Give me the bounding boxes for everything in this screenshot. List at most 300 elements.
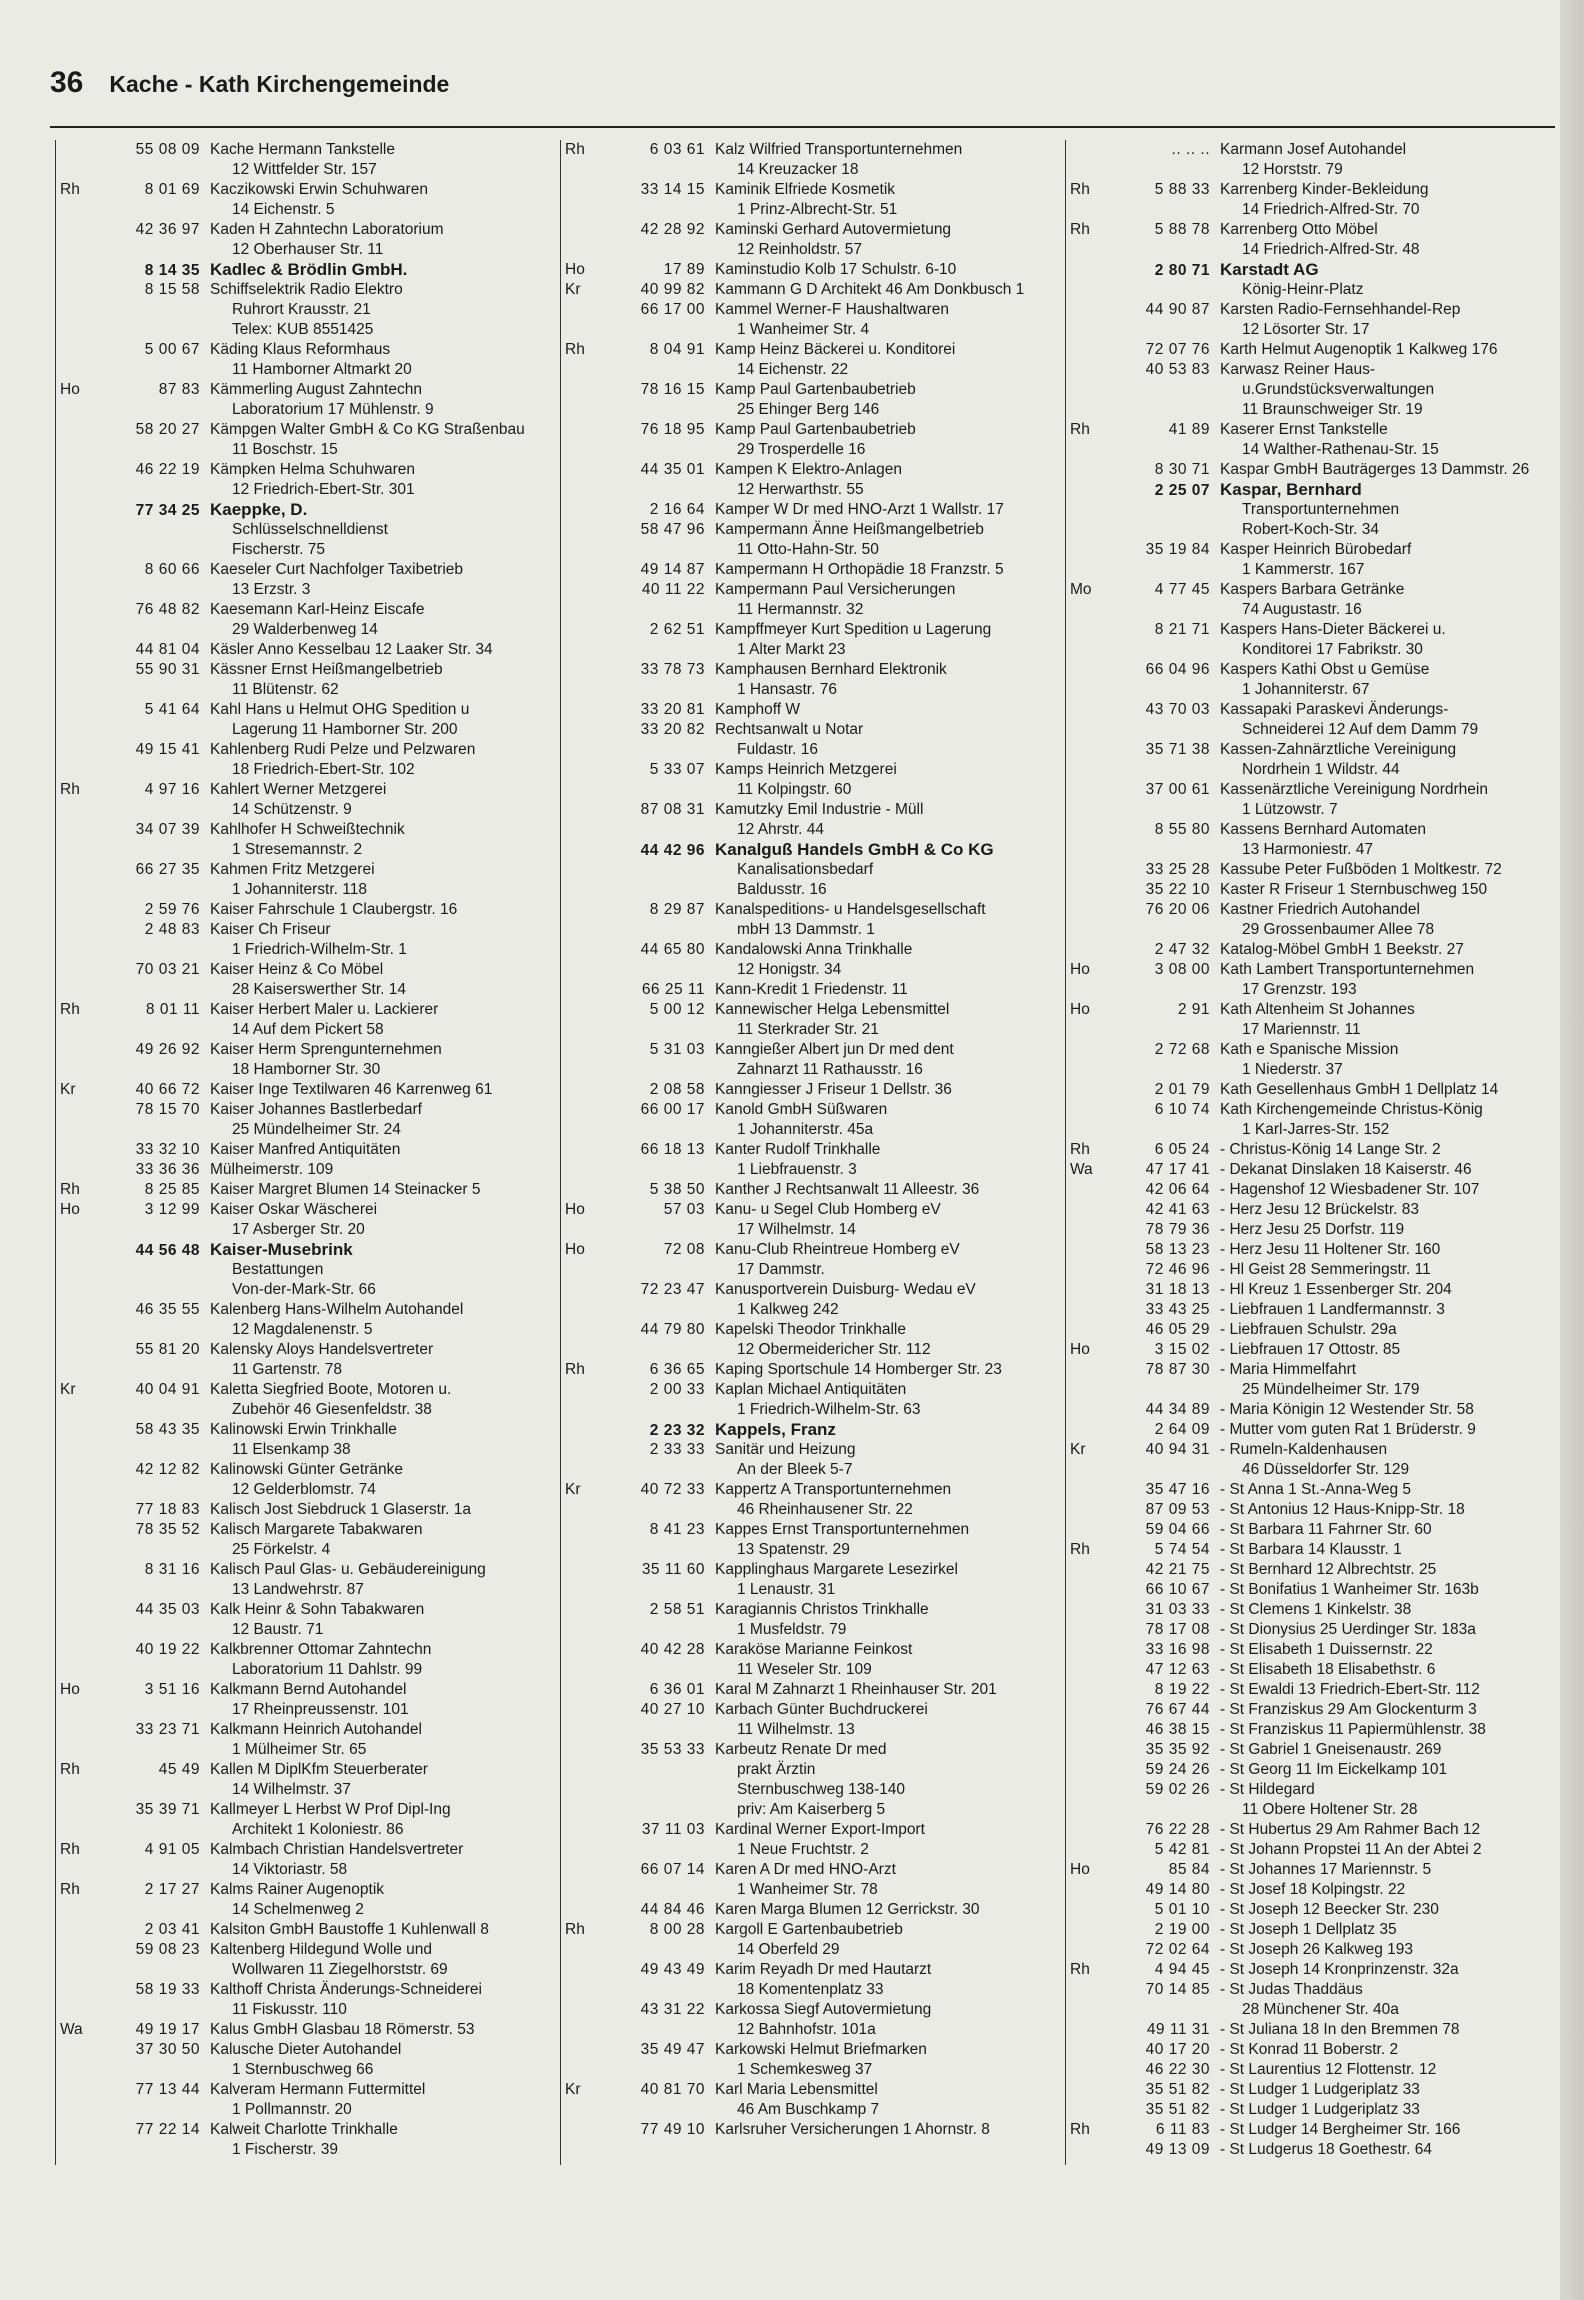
phone-number: 35 71 38 bbox=[1145, 741, 1210, 758]
listing-continuation bbox=[561, 1760, 1061, 1780]
listing-continuation bbox=[561, 1980, 1061, 2000]
listing-name: Kaiser Ch Friseur bbox=[210, 921, 331, 938]
listing-address: 11 Hermannstr. 32 bbox=[737, 601, 864, 618]
listing-continuation bbox=[561, 1800, 1061, 1820]
listing-continuation bbox=[561, 1120, 1061, 1140]
listing-address: 14 Friedrich-Alfred-Str. 48 bbox=[1242, 241, 1420, 258]
listing-entry bbox=[561, 760, 1061, 780]
listing-continuation bbox=[561, 1780, 1061, 1800]
phone-number: 8 41 23 bbox=[649, 1521, 705, 1538]
listing-name: Käding Klaus Reformhaus bbox=[210, 341, 391, 358]
area-code: Kr bbox=[1070, 1441, 1086, 1458]
listing-entry bbox=[56, 1240, 556, 1260]
phone-number: 40 42 28 bbox=[640, 1641, 705, 1658]
listing-entry bbox=[561, 660, 1061, 680]
phone-number: 40 81 70 bbox=[640, 2081, 705, 2098]
listing-address: 11 Blütenstr. 62 bbox=[232, 681, 339, 698]
listing-entry bbox=[56, 1180, 556, 1200]
area-code: Kr bbox=[565, 1481, 581, 1498]
phone-number: 49 14 87 bbox=[640, 561, 705, 578]
listing-entry bbox=[56, 1940, 556, 1960]
listing-entry bbox=[1066, 1360, 1561, 1380]
listing-name: Kalk Heinr & Sohn Tabakwaren bbox=[210, 1601, 425, 1618]
area-code: Ho bbox=[565, 1201, 585, 1218]
listing-entry bbox=[561, 520, 1061, 540]
phone-number: 59 04 66 bbox=[1145, 1521, 1210, 1538]
listing-name: Sanitär und Heizung bbox=[715, 1441, 856, 1458]
listing-continuation bbox=[56, 1280, 556, 1300]
phone-number: 78 17 08 bbox=[1145, 1621, 1210, 1638]
listing-entry bbox=[561, 1280, 1061, 1300]
listing-name: Kaiser-Musebrink bbox=[210, 1240, 353, 1259]
listing-name: Kaesemann Karl-Heinz Eiscafe bbox=[210, 601, 425, 618]
listing-entry bbox=[56, 1460, 556, 1480]
listing-entry bbox=[1066, 1320, 1561, 1340]
listing-entry bbox=[1066, 220, 1561, 240]
listing-entry bbox=[561, 300, 1061, 320]
listing-entry bbox=[561, 1240, 1061, 1260]
listing-name: - St Hubertus 29 Am Rahmer Bach 12 bbox=[1220, 1821, 1481, 1838]
listing-continuation bbox=[561, 1720, 1061, 1740]
listing-name: Kaiser Margret Blumen 14 Steinacker 5 bbox=[210, 1181, 481, 1198]
listing-address: 18 Friedrich-Ebert-Str. 102 bbox=[232, 761, 415, 778]
listing-entry bbox=[56, 1140, 556, 1160]
listing-name: - St Joseph 1 Dellplatz 35 bbox=[1220, 1921, 1397, 1938]
phone-number: 44 90 87 bbox=[1145, 301, 1210, 318]
phone-number: 66 10 67 bbox=[1145, 1581, 1210, 1598]
phone-number: 44 56 48 bbox=[135, 1242, 200, 1259]
phone-number: 77 18 83 bbox=[135, 1501, 200, 1518]
listing-address: 25 Ehinger Berg 146 bbox=[737, 401, 880, 418]
phone-number: 45 49 bbox=[158, 1761, 200, 1778]
listing-continuation bbox=[561, 160, 1061, 180]
area-code: Rh bbox=[60, 1761, 80, 1778]
listing-name: Kalmbach Christian Handelsvertreter bbox=[210, 1841, 464, 1858]
listing-address: Fuldastr. 16 bbox=[737, 741, 818, 758]
listing-entry bbox=[561, 560, 1061, 580]
listing-name: Karim Reyadh Dr med Hautarzt bbox=[715, 1961, 932, 1978]
phone-number: 3 15 02 bbox=[1154, 1341, 1210, 1358]
listing-entry bbox=[1066, 2020, 1561, 2040]
listing-entry bbox=[56, 220, 556, 240]
listing-continuation bbox=[56, 760, 556, 780]
listing-name: - St Ludgerus 18 Goethestr. 64 bbox=[1220, 2141, 1432, 2158]
listing-name: Kanalguß Handels GmbH & Co KG bbox=[715, 840, 994, 859]
listing-continuation bbox=[561, 1160, 1061, 1180]
area-code: Rh bbox=[1070, 221, 1090, 238]
listing-name: - St Joseph 26 Kalkweg 193 bbox=[1220, 1941, 1414, 1958]
listing-address: 12 Reinholdstr. 57 bbox=[737, 241, 862, 258]
listing-entry bbox=[561, 1200, 1061, 1220]
listing-entry bbox=[561, 380, 1061, 400]
phone-number: 40 99 82 bbox=[640, 281, 705, 298]
listing-address: 13 Spatenstr. 29 bbox=[737, 1541, 850, 1558]
listing-continuation bbox=[56, 2060, 556, 2080]
listing-entry bbox=[561, 1700, 1061, 1720]
listing-name: Kamps Heinrich Metzgerei bbox=[715, 761, 897, 778]
listing-address: 1 Karl-Jarres-Str. 152 bbox=[1242, 1121, 1390, 1138]
listing-entry bbox=[1066, 1260, 1561, 1280]
phone-number: 43 31 22 bbox=[640, 2001, 705, 2018]
phone-number: 59 02 26 bbox=[1145, 1781, 1210, 1798]
listing-address: 14 Oberfeld 29 bbox=[737, 1941, 840, 1958]
phone-number: 42 28 92 bbox=[640, 221, 705, 238]
listing-continuation bbox=[1066, 980, 1561, 1000]
phone-number: 33 78 73 bbox=[640, 661, 705, 678]
listing-address: 14 Schützenstr. 9 bbox=[232, 801, 352, 818]
listing-name: Kalus GmbH Glasbau 18 Römerstr. 53 bbox=[210, 2021, 475, 2038]
listing-entry bbox=[1066, 1900, 1561, 1920]
phone-number: 17 89 bbox=[663, 261, 705, 278]
listing-name: Kardinal Werner Export-Import bbox=[715, 1821, 925, 1838]
phone-number: 40 17 20 bbox=[1145, 2041, 1210, 2058]
listing-address: prakt Ärztin bbox=[737, 1761, 816, 1778]
listing-address: 11 Elsenkamp 38 bbox=[232, 1441, 351, 1458]
listing-entry bbox=[56, 1340, 556, 1360]
listing-name: Mülheimerstr. 109 bbox=[210, 1161, 334, 1178]
phone-number: 2 19 00 bbox=[1154, 1921, 1210, 1938]
phone-number: 76 18 95 bbox=[640, 421, 705, 438]
listing-address: 1 Hansastr. 76 bbox=[737, 681, 837, 698]
phone-number: 4 94 45 bbox=[1154, 1961, 1210, 1978]
listing-entry bbox=[56, 1720, 556, 1740]
listing-entry bbox=[56, 1300, 556, 1320]
phone-number: 35 49 47 bbox=[640, 2041, 705, 2058]
listing-address: 11 Otto-Hahn-Str. 50 bbox=[737, 541, 879, 558]
phone-number: 85 84 bbox=[1168, 1861, 1210, 1878]
listing-address: 18 Hamborner Str. 30 bbox=[232, 1061, 381, 1078]
phone-number: 2 25 07 bbox=[1154, 482, 1210, 499]
listing-entry bbox=[561, 1380, 1061, 1400]
listing-continuation bbox=[56, 1740, 556, 1760]
listing-continuation bbox=[56, 1220, 556, 1240]
listing-continuation bbox=[561, 320, 1061, 340]
listing-name: Käsler Anno Kesselbau 12 Laaker Str. 34 bbox=[210, 641, 493, 658]
listing-continuation bbox=[56, 720, 556, 740]
area-code: Kr bbox=[565, 281, 581, 298]
area-code: Kr bbox=[565, 2081, 581, 2098]
listing-address: 1 Sternbuschweg 66 bbox=[232, 2061, 374, 2078]
phone-number: 66 27 35 bbox=[135, 861, 200, 878]
listing-entry bbox=[56, 920, 556, 940]
listing-address: 11 Weseler Str. 109 bbox=[737, 1661, 872, 1678]
listing-address: 1 Alter Markt 23 bbox=[737, 641, 846, 658]
listing-name: Karkowski Helmut Briefmarken bbox=[715, 2041, 927, 2058]
listing-continuation bbox=[56, 1400, 556, 1420]
listing-address: 12 Friedrich-Ebert-Str. 301 bbox=[232, 481, 415, 498]
listing-entry bbox=[561, 460, 1061, 480]
phone-number: 57 03 bbox=[663, 1201, 705, 1218]
listing-name: Kath Gesellenhaus GmbH 1 Dellplatz 14 bbox=[1220, 1081, 1499, 1098]
listing-name: - Maria Himmelfahrt bbox=[1220, 1361, 1357, 1378]
listing-address: 29 Walderbenweg 14 bbox=[232, 621, 378, 638]
phone-number: 58 19 33 bbox=[135, 1981, 200, 1998]
listing-entry bbox=[561, 500, 1061, 520]
phone-number: 3 51 16 bbox=[144, 1681, 200, 1698]
phone-number: 33 32 10 bbox=[135, 1141, 200, 1158]
listing-name: - Mutter vom guten Rat 1 Brüderstr. 9 bbox=[1220, 1421, 1476, 1438]
listing-continuation bbox=[561, 680, 1061, 700]
listing-entry bbox=[56, 1380, 556, 1400]
listing-entry bbox=[561, 1520, 1061, 1540]
phone-number: 8 04 91 bbox=[649, 341, 705, 358]
phone-number: 43 70 03 bbox=[1145, 701, 1210, 718]
listing-continuation bbox=[1066, 640, 1561, 660]
listing-continuation bbox=[1066, 680, 1561, 700]
listing-address: 1 Friedrich-Wilhelm-Str. 63 bbox=[737, 1401, 921, 1418]
listing-name: Kalkmann Heinrich Autohandel bbox=[210, 1721, 422, 1738]
listing-name: Kappels, Franz bbox=[715, 1420, 836, 1439]
listing-name: Kache Hermann Tankstelle bbox=[210, 141, 395, 158]
listing-continuation bbox=[561, 1460, 1061, 1480]
listing-continuation bbox=[561, 1060, 1061, 1080]
listing-entry bbox=[1066, 2040, 1561, 2060]
phone-number: 40 19 22 bbox=[135, 1641, 200, 1658]
listing-entry bbox=[56, 1600, 556, 1620]
listing-entry bbox=[561, 1820, 1061, 1840]
listing-name: Kanold GmbH Süßwaren bbox=[715, 1101, 888, 1118]
listing-name: Kassenärztliche Vereinigung Nordrhein bbox=[1220, 781, 1488, 798]
phone-number: 42 36 97 bbox=[135, 221, 200, 238]
phone-number: 72 23 47 bbox=[640, 1281, 705, 1298]
phone-number: 6 10 74 bbox=[1154, 1101, 1210, 1118]
listing-address: 14 Viktoriastr. 58 bbox=[232, 1861, 348, 1878]
listing-continuation bbox=[561, 820, 1061, 840]
listing-address: 29 Trosperdelle 16 bbox=[737, 441, 866, 458]
listing-continuation bbox=[561, 1400, 1061, 1420]
listing-name: - St Anna 1 St.-Anna-Weg 5 bbox=[1220, 1481, 1411, 1498]
listing-entry bbox=[1066, 1240, 1561, 1260]
listing-address: 14 Walther-Rathenau-Str. 15 bbox=[1242, 441, 1439, 458]
listing-name: Kamphausen Bernhard Elektronik bbox=[715, 661, 947, 678]
listing-address: 12 Baustr. 71 bbox=[232, 1621, 324, 1638]
area-code: Rh bbox=[60, 1881, 80, 1898]
listing-name: Kappertz A Transportunternehmen bbox=[715, 1481, 952, 1498]
listing-name: Kahlhofer H Schweißtechnik bbox=[210, 821, 405, 838]
listing-entry bbox=[1066, 960, 1561, 980]
listing-address: 28 Münchener Str. 40a bbox=[1242, 2001, 1399, 2018]
listing-address: 11 Braunschweiger Str. 19 bbox=[1242, 401, 1423, 418]
listing-entry bbox=[1066, 1860, 1561, 1880]
phone-number: 6 36 65 bbox=[649, 1361, 705, 1378]
phone-number: 44 84 46 bbox=[640, 1901, 705, 1918]
listing-continuation bbox=[1066, 240, 1561, 260]
listing-entry bbox=[561, 1000, 1061, 1020]
listing-entry bbox=[561, 1040, 1061, 1060]
phone-number: 77 49 10 bbox=[640, 2121, 705, 2138]
listing-name: Kahmen Fritz Metzgerei bbox=[210, 861, 375, 878]
listing-address: 14 Schelmenweg 2 bbox=[232, 1901, 364, 1918]
listing-address: 28 Kaiserswerther Str. 14 bbox=[232, 981, 407, 998]
listing-name: Kath Lambert Transportunternehmen bbox=[1220, 961, 1475, 978]
listing-entry bbox=[56, 740, 556, 760]
listing-name: Kaping Sportschule 14 Homberger Str. 23 bbox=[715, 1361, 1002, 1378]
phone-number: 46 22 30 bbox=[1145, 2061, 1210, 2078]
phone-number: 72 02 64 bbox=[1145, 1941, 1210, 1958]
phone-number: 46 22 19 bbox=[135, 461, 200, 478]
listing-entry bbox=[56, 1000, 556, 1020]
listing-entry bbox=[1066, 620, 1561, 640]
phone-number: 37 30 50 bbox=[135, 2041, 200, 2058]
listing-name: Karth Helmut Augenoptik 1 Kalkweg 176 bbox=[1220, 341, 1498, 358]
area-code: Rh bbox=[60, 181, 80, 198]
listing-entry bbox=[561, 280, 1061, 300]
listing-entry bbox=[56, 420, 556, 440]
listing-entry bbox=[56, 2080, 556, 2100]
listing-address: Sternbuschweg 138-140 bbox=[737, 1781, 906, 1798]
listing-name: Kaserer Ernst Tankstelle bbox=[1220, 421, 1388, 438]
phone-number: 42 21 75 bbox=[1145, 1561, 1210, 1578]
listing-continuation bbox=[56, 1360, 556, 1380]
listing-name: - St Gabriel 1 Gneisenaustr. 269 bbox=[1220, 1741, 1442, 1758]
listing-name: Kalz Wilfried Transportunternehmen bbox=[715, 141, 963, 158]
listing-address: 11 Sterkrader Str. 21 bbox=[737, 1021, 879, 1038]
listing-name: Kaster R Friseur 1 Sternbuschweg 150 bbox=[1220, 881, 1488, 898]
listing-name: Kaiser Oskar Wäscherei bbox=[210, 1201, 378, 1218]
listing-entry bbox=[1066, 1980, 1561, 2000]
phone-number: 5 38 50 bbox=[649, 1181, 705, 1198]
listing-name: - Herz Jesu 12 Brückelstr. 83 bbox=[1220, 1201, 1419, 1218]
listing-entry bbox=[561, 1080, 1061, 1100]
listing-continuation bbox=[1066, 380, 1561, 400]
listing-address: Laboratorium 17 Mühlenstr. 9 bbox=[232, 401, 434, 418]
phone-number: 2 64 09 bbox=[1154, 1421, 1210, 1438]
listing-name: Kaspers Barbara Getränke bbox=[1220, 581, 1405, 598]
phone-number: 49 15 41 bbox=[135, 741, 200, 758]
listing-name: Kalinowski Erwin Trinkhalle bbox=[210, 1421, 397, 1438]
listing-address: 1 Wanheimer Str. 78 bbox=[737, 1881, 878, 1898]
phone-number: 33 23 71 bbox=[135, 1721, 200, 1738]
phone-number: 55 81 20 bbox=[135, 1341, 200, 1358]
listing-entry bbox=[56, 1880, 556, 1900]
listing-entry bbox=[56, 900, 556, 920]
phone-number: 66 17 00 bbox=[640, 301, 705, 318]
listing-continuation bbox=[56, 1780, 556, 1800]
listing-name: Kampen K Elektro-Anlagen bbox=[715, 461, 902, 478]
listing-name: Katalog-Möbel GmbH 1 Beekstr. 27 bbox=[1220, 941, 1464, 958]
listing-address: 14 Eichenstr. 22 bbox=[737, 361, 849, 378]
phone-number: 2 91 bbox=[1177, 1001, 1210, 1018]
phone-number: 4 91 05 bbox=[144, 1841, 200, 1858]
listing-continuation bbox=[1066, 520, 1561, 540]
listing-name: Kanter Rudolf Trinkhalle bbox=[715, 1141, 881, 1158]
listing-entry bbox=[1066, 1840, 1561, 1860]
listing-entry bbox=[1066, 1960, 1561, 1980]
listing-continuation bbox=[1066, 920, 1561, 940]
phone-number: 35 35 92 bbox=[1145, 1741, 1210, 1758]
listing-address: 1 Pollmannstr. 20 bbox=[232, 2101, 352, 2118]
listing-entry bbox=[1066, 660, 1561, 680]
listing-name: Kanther J Rechtsanwalt 11 Alleestr. 36 bbox=[715, 1181, 980, 1198]
listing-address: Architekt 1 Koloniestr. 86 bbox=[232, 1821, 404, 1838]
listing-continuation bbox=[561, 1300, 1061, 1320]
listing-entry bbox=[561, 620, 1061, 640]
phone-number: 8 01 69 bbox=[144, 181, 200, 198]
listing-entry bbox=[1066, 580, 1561, 600]
listing-name: Kanalspeditions- u Handelsgesellschaft bbox=[715, 901, 986, 918]
listing-continuation bbox=[56, 320, 556, 340]
listing-entry bbox=[561, 1360, 1061, 1380]
listing-address: 46 Am Buschkamp 7 bbox=[737, 2101, 880, 2118]
listing-name: Karbeutz Renate Dr med bbox=[715, 1741, 887, 1758]
listing-name: Kaiser Fahrschule 1 Claubergstr. 16 bbox=[210, 901, 458, 918]
listing-entry bbox=[56, 560, 556, 580]
listing-name: - St Juliana 18 In den Bremmen 78 bbox=[1220, 2021, 1460, 2038]
phone-number: 76 48 82 bbox=[135, 601, 200, 618]
directory-column-1 bbox=[55, 140, 556, 2165]
listing-continuation bbox=[56, 940, 556, 960]
listing-address: 17 Asberger Str. 20 bbox=[232, 1221, 365, 1238]
listing-address: 13 Landwehrstr. 87 bbox=[232, 1581, 364, 1598]
listing-entry bbox=[56, 500, 556, 520]
phone-number: 44 34 89 bbox=[1145, 1401, 1210, 1418]
listing-name: - St Joseph 12 Beecker Str. 230 bbox=[1220, 1901, 1439, 1918]
listing-continuation bbox=[561, 440, 1061, 460]
listing-address: Transportunternehmen bbox=[1242, 501, 1400, 518]
listing-address: 1 Musfeldstr. 79 bbox=[737, 1621, 847, 1638]
phone-number: 33 14 15 bbox=[640, 181, 705, 198]
listing-address: 12 Honigstr. 34 bbox=[737, 961, 842, 978]
area-code: Ho bbox=[1070, 961, 1090, 978]
listing-name: Kann-Kredit 1 Friedenstr. 11 bbox=[715, 981, 908, 998]
listing-entry bbox=[561, 420, 1061, 440]
listing-name: Kämmerling August Zahntechn bbox=[210, 381, 422, 398]
listing-name: Kalensky Aloys Handelsvertreter bbox=[210, 1341, 434, 1358]
phone-number: 8 01 11 bbox=[145, 1001, 200, 1018]
listing-entry bbox=[1066, 700, 1561, 720]
phone-number: 66 07 14 bbox=[640, 1861, 705, 1878]
listing-name: Kaeseler Curt Nachfolger Taxibetrieb bbox=[210, 561, 464, 578]
listing-address: 1 Friedrich-Wilhelm-Str. 1 bbox=[232, 941, 407, 958]
listing-entry bbox=[1066, 1220, 1561, 1240]
phone-number: 55 90 31 bbox=[135, 661, 200, 678]
listing-entry bbox=[1066, 1200, 1561, 1220]
listing-continuation bbox=[561, 480, 1061, 500]
listing-name: Rechtsanwalt u Notar bbox=[715, 721, 864, 738]
phone-number: 49 13 09 bbox=[1145, 2141, 1210, 2158]
listing-name: - St Laurentius 12 Flottenstr. 12 bbox=[1220, 2061, 1437, 2078]
listing-address: 12 Horststr. 79 bbox=[1242, 161, 1343, 178]
phone-number: 35 51 82 bbox=[1145, 2101, 1210, 2118]
phone-number: 49 19 17 bbox=[135, 2021, 200, 2038]
listing-name: Karrenberg Kinder-Bekleidung bbox=[1220, 181, 1429, 198]
listing-entry bbox=[56, 820, 556, 840]
listing-address: 46 Rheinhausener Str. 22 bbox=[737, 1501, 913, 1518]
listing-continuation bbox=[56, 440, 556, 460]
phone-number: 87 83 bbox=[158, 381, 200, 398]
listing-name: Kappes Ernst Transportunternehmen bbox=[715, 1521, 970, 1538]
listing-continuation bbox=[1066, 1120, 1561, 1140]
listing-address: Robert-Koch-Str. 34 bbox=[1242, 521, 1379, 538]
listing-continuation bbox=[56, 1900, 556, 1920]
listing-entry bbox=[1066, 2120, 1561, 2140]
listing-entry bbox=[1066, 340, 1561, 360]
area-code: Rh bbox=[565, 1921, 585, 1938]
phone-number: 78 87 30 bbox=[1145, 1361, 1210, 1378]
phone-number: 31 03 33 bbox=[1145, 1601, 1210, 1618]
listing-entry bbox=[1066, 1560, 1561, 1580]
listing-entry bbox=[1066, 1080, 1561, 1100]
phone-number: 2 01 79 bbox=[1154, 1081, 1210, 1098]
listing-name: - St Joseph 14 Kronprinzenstr. 32a bbox=[1220, 1961, 1459, 1978]
phone-number: 77 22 14 bbox=[135, 2121, 200, 2138]
listing-entry bbox=[1066, 1820, 1561, 1840]
phone-number: 40 04 91 bbox=[135, 1381, 200, 1398]
listing-name: Karrenberg Otto Möbel bbox=[1220, 221, 1378, 238]
listing-continuation bbox=[56, 1660, 556, 1680]
listing-entry bbox=[1066, 860, 1561, 880]
listing-name: Kasper Heinrich Bürobedarf bbox=[1220, 541, 1412, 558]
